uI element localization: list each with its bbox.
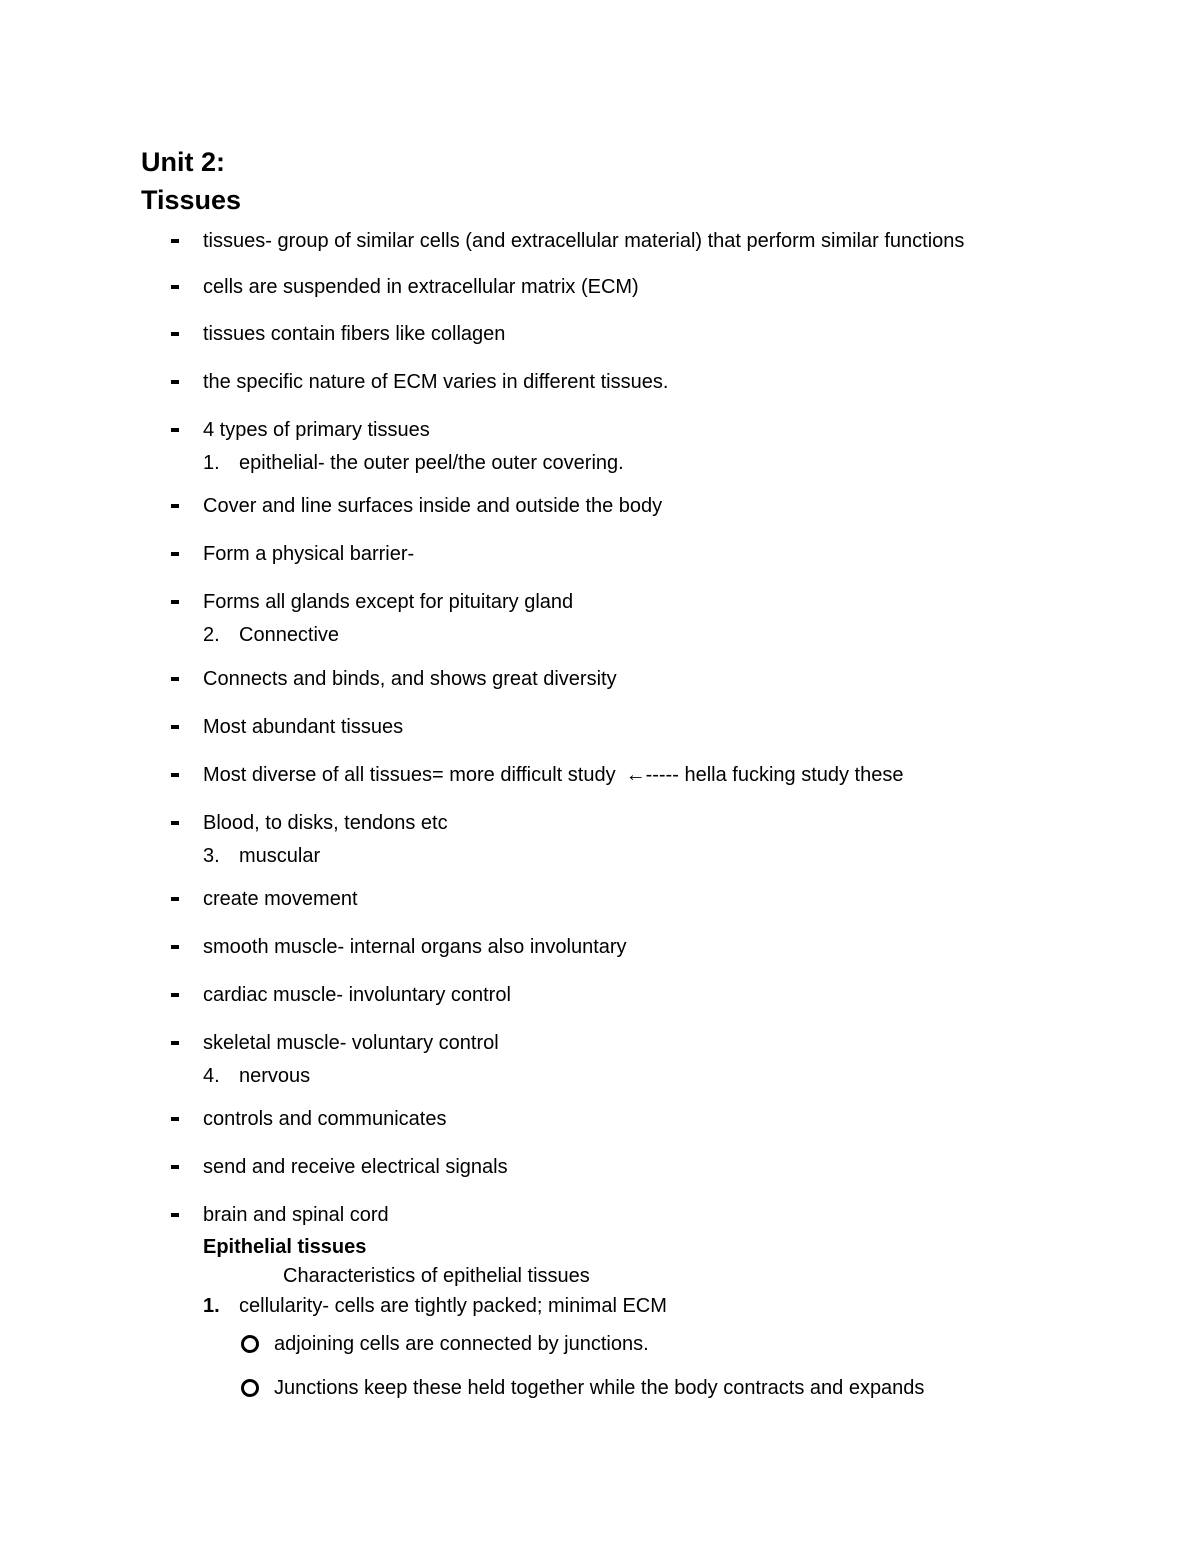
dash-bullet-icon <box>171 773 179 777</box>
dash-bullet-icon <box>171 239 179 243</box>
list-item: 4 types of primary tissues <box>0 416 1200 444</box>
list-item: brain and spinal cord <box>0 1201 1200 1229</box>
dash-bullet-icon <box>171 821 179 825</box>
list-item: skeletal muscle- voluntary control <box>0 1029 1200 1057</box>
list-item: tissues- group of similar cells (and extracellular material) that perform similar functions <box>0 227 1200 255</box>
numbered-item: 1. cellularity- cells are tightly packed; minimal ECM <box>203 1295 667 1317</box>
list-item: cardiac muscle- involuntary control <box>0 981 1200 1009</box>
numbered-item: 2. Connective <box>203 624 340 646</box>
dash-bullet-icon <box>171 552 179 556</box>
section-heading: Epithelial tissues <box>203 1236 367 1258</box>
dash-bullet-icon <box>171 332 179 336</box>
list-item: Junctions keep these held together while the body contracts and expands <box>0 1374 1200 1402</box>
list-item: Blood, to disks, tendons etc <box>0 809 1200 837</box>
list-item: the specific nature of ECM varies in different tissues. <box>0 368 1200 396</box>
dash-bullet-icon <box>171 428 179 432</box>
numbered-item: 4. nervous <box>203 1065 311 1087</box>
dash-bullet-icon <box>171 285 179 289</box>
note-text: hella fucking study these <box>684 764 904 786</box>
dash-bullet-icon <box>171 1213 179 1217</box>
list-item: Forms all glands except for pituitary gland <box>0 588 1200 616</box>
dash-bullet-icon <box>171 380 179 384</box>
dash-bullet-icon <box>171 1117 179 1121</box>
section-subheading: Characteristics of epithelial tissues <box>283 1265 590 1287</box>
list-item: create movement <box>0 885 1200 913</box>
circle-bullet-icon <box>241 1335 259 1353</box>
dash-bullet-icon <box>171 945 179 949</box>
dash-bullet-icon <box>171 1165 179 1169</box>
circle-bullet-icon <box>241 1379 259 1397</box>
dash-bullet-icon <box>171 504 179 508</box>
list-item: Cover and line surfaces inside and outside the body <box>0 492 1200 520</box>
dash-bullet-icon <box>171 993 179 997</box>
list-item: controls and communicates <box>0 1105 1200 1133</box>
unit-title: Unit 2: <box>141 147 225 177</box>
list-item: cells are suspended in extracellular matrix (ECM) <box>0 273 1200 301</box>
dash-bullet-icon <box>171 725 179 729</box>
list-item: Most diverse of all tissues= more difficult study ←----- hella fucking study these <box>0 761 1200 789</box>
list-item: Most abundant tissues <box>0 713 1200 741</box>
dash-bullet-icon <box>171 897 179 901</box>
list-item: tissues contain fibers like collagen <box>0 320 1200 348</box>
dash-bullet-icon <box>171 1041 179 1045</box>
list-item: Form a physical barrier- <box>0 540 1200 568</box>
arrow-note: ←----- <box>625 764 679 786</box>
dash-bullet-icon <box>171 600 179 604</box>
list-item: Connects and binds, and shows great diversity <box>0 665 1200 693</box>
topic-title: Tissues <box>141 185 242 215</box>
list-item: smooth muscle- internal organs also involuntary <box>0 933 1200 961</box>
dash-bullet-icon <box>171 677 179 681</box>
numbered-item: 3. muscular <box>203 845 321 867</box>
numbered-item: 1. epithelial- the outer peel/the outer covering. <box>203 452 624 474</box>
list-item: send and receive electrical signals <box>0 1153 1200 1181</box>
list-item: adjoining cells are connected by junctions. <box>0 1330 1200 1358</box>
